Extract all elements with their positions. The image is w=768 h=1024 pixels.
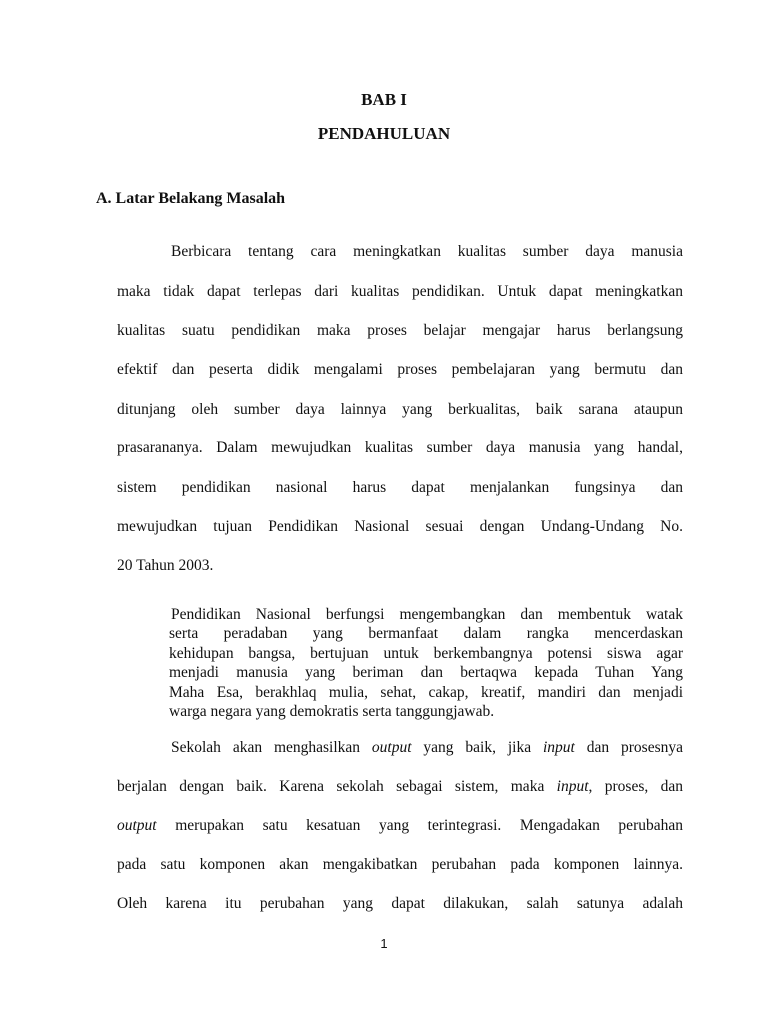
italic-term: input — [556, 778, 589, 795]
chapter-number: BAB I — [361, 90, 407, 109]
text-run: Sekolah akan menghasilkan — [171, 739, 372, 756]
quote-line: warga negara yang demokratis serta tanggungjawab. — [169, 703, 495, 720]
text-run: dan prosesnya — [574, 739, 683, 756]
text-run: yang baik, jika — [411, 739, 543, 756]
paragraph-line: prasarananya. Dalam mewujudkan kualitas sumber daya manusia yang handal, — [117, 439, 683, 456]
paragraph-line: maka tidak dapat terlepas dari kualitas pendidikan. Untuk dapat meningkatkan — [117, 283, 683, 300]
paragraph-line: efektif dan peserta didik mengalami proses pembelajaran yang bermutu dan — [117, 361, 683, 378]
quote-line: kehidupan bangsa, bertujuan untuk berkembangnya potensi siswa agar — [169, 645, 683, 662]
italic-term: output — [371, 739, 412, 756]
paragraph-line: sistem pendidikan nasional harus dapat menjalankan fungsinya dan — [117, 479, 683, 496]
paragraph-line: 20 Tahun 2003. — [117, 557, 214, 574]
text-run: , proses, dan — [588, 778, 683, 795]
paragraph-line: kualitas suatu pendidikan maka proses belajar mengajar harus berlangsung — [117, 322, 683, 339]
paragraph-line: ditunjang oleh sumber daya lainnya yang berkualitas, baik sarana ataupun — [117, 401, 683, 418]
paragraph-line — [117, 777, 683, 797]
page-number: 1 — [380, 936, 388, 951]
italic-term: input — [543, 739, 575, 756]
italic-term: output — [117, 817, 157, 834]
quote-line: Maha Esa, berakhlaq mulia, sehat, cakap, kreatif, mandiri dan menjadi — [169, 684, 683, 701]
paragraph-line: Berbicara tentang cara meningkatkan kualitas sumber daya manusia — [171, 243, 683, 260]
paragraph-line: mewujudkan tujuan Pendidikan Nasional sesuai dengan Undang-Undang No. — [117, 518, 683, 535]
paragraph-line: pada satu komponen akan mengakibatkan perubahan pada komponen lainnya. — [117, 856, 683, 873]
paragraph-line — [171, 738, 683, 758]
paragraph-line: Oleh karena itu perubahan yang dapat dilakukan, salah satunya adalah — [117, 895, 683, 912]
text-run: berjalan dengan baik. Karena sekolah sebagai sistem, maka — [117, 778, 557, 795]
quote-line: serta peradaban yang bermanfaat dalam rangka mencerdaskan — [169, 625, 683, 642]
quote-line: Pendidikan Nasional berfungsi mengembangkan dan membentuk watak — [171, 606, 683, 623]
chapter-title: PENDAHULUAN — [317, 124, 451, 143]
quote-line: menjadi manusia yang beriman dan bertaqwa kepada Tuhan Yang — [169, 664, 683, 681]
text-run: merupakan satu kesatuan yang terintegrasi. Mengadakan perubahan — [156, 817, 683, 834]
section-heading: A. Latar Belakang Masalah — [96, 190, 286, 207]
paragraph-line — [117, 816, 683, 836]
